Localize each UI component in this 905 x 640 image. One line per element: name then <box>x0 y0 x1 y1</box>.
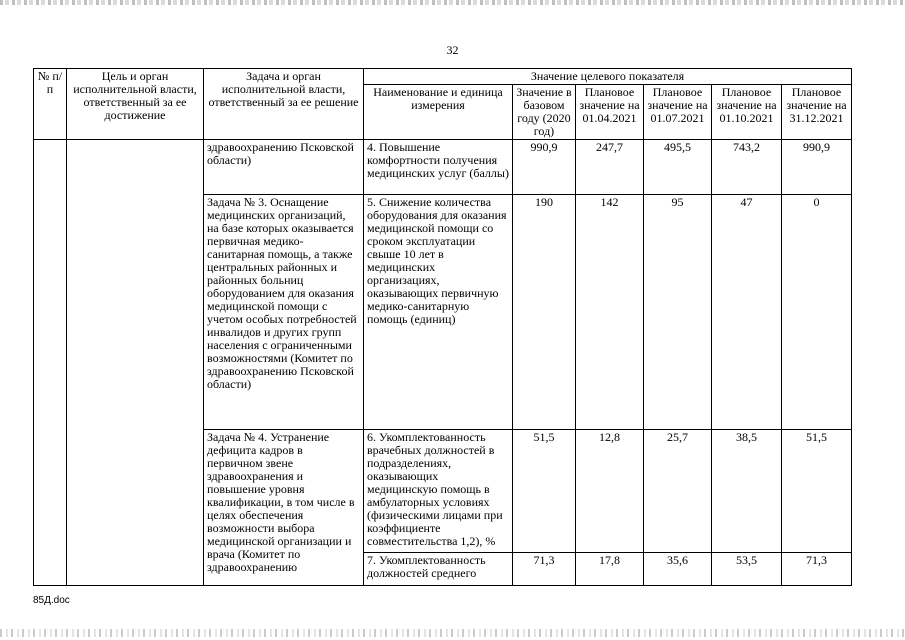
table-row <box>34 140 852 195</box>
cell-q4: 0 <box>782 195 852 430</box>
cell-q3: 47 <box>712 195 782 430</box>
cell-q2: 25,7 <box>644 430 712 553</box>
header-num: № п/п <box>34 69 67 140</box>
header-name-unit: Наименование и единица измерения <box>364 85 513 140</box>
cell-base: 51,5 <box>513 430 576 553</box>
cell-indicator: 7. Укомплектованность должностей среднего <box>364 553 513 586</box>
cell-q2: 495,5 <box>644 140 712 195</box>
header-task: Задача и орган исполнительной власти, ответственный за ее решение <box>204 69 364 140</box>
header-row-1 <box>34 69 852 85</box>
cell-q1: 142 <box>576 195 644 430</box>
cell-num <box>34 140 67 586</box>
cell-task: Задача № 4. Устранение дефицита кадров в первичном звене здравоохранения и повышение уровня квалификации, в том числе в целях обеспечения возможности выбора медицинской организации и врача (Комитет по здравоохранению <box>204 430 364 586</box>
cell-task: здравоохранению Псковской области) <box>204 140 364 195</box>
page-number: 32 <box>446 43 459 57</box>
cell-base: 190 <box>513 195 576 430</box>
header-plan-q1: Плановое значение на 01.04.2021 <box>576 85 644 140</box>
header-plan-q3: Плановое значение на 01.10.2021 <box>712 85 782 140</box>
cell-q1: 17,8 <box>576 553 644 586</box>
cell-q3: 38,5 <box>712 430 782 553</box>
header-plan-q4: Плановое значение на 31.12.2021 <box>782 85 852 140</box>
cell-indicator: 4. Повышение комфортности получения медицинских услуг (баллы) <box>364 140 513 195</box>
cell-q4: 51,5 <box>782 430 852 553</box>
indicator-table <box>33 68 852 586</box>
cell-indicator: 6. Укомплектованность врачебных должностей в подразделениях, оказывающих медицинскую помощь в амбулаторных условиях (физическими лицами при коэффициенте совместительства 1,2), % <box>364 430 513 553</box>
header-target-value: Значение целевого показателя <box>364 69 852 85</box>
cell-q3: 743,2 <box>712 140 782 195</box>
cell-q1: 247,7 <box>576 140 644 195</box>
cell-base: 71,3 <box>513 553 576 586</box>
scan-noise-top <box>0 0 905 5</box>
cell-q4: 71,3 <box>782 553 852 586</box>
header-goal: Цель и орган исполнительной власти, ответственный за ее достижение <box>67 69 204 140</box>
cell-q1: 12,8 <box>576 430 644 553</box>
cell-q4: 990,9 <box>782 140 852 195</box>
header-base: Значение в базовом году (2020 год) <box>513 85 576 140</box>
scan-noise-bottom <box>0 629 905 637</box>
cell-indicator: 5. Снижение количества оборудования для оказания медицинской помощи со сроком эксплуатации свыше 10 лет в медицинских организациях, оказывающих первичную медико-санитарную помощь (единиц) <box>364 195 513 430</box>
cell-q2: 95 <box>644 195 712 430</box>
cell-task: Задача № 3. Оснащение медицинских организаций, на базе которых оказывается первичная медико-санитарная помощь, а также центральных районных и районных больниц оборудованием для оказания медицинской помощи с учетом особых потребностей инвалидов и других групп населения с ограниченными возможностями (Комитет по здравоохранению Псковской области) <box>204 195 364 430</box>
header-plan-q2: Плановое значение на 01.07.2021 <box>644 85 712 140</box>
cell-q2: 35,6 <box>644 553 712 586</box>
footer-filename: 85Д.doc <box>33 595 70 606</box>
cell-goal <box>67 140 204 586</box>
cell-base: 990,9 <box>513 140 576 195</box>
cell-q3: 53,5 <box>712 553 782 586</box>
